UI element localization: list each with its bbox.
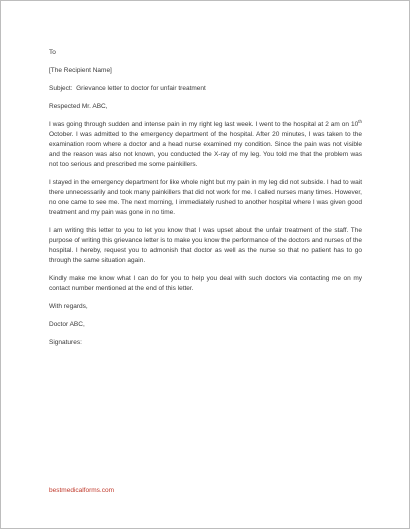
salutation: Respected Mr. ABC,: [49, 103, 108, 110]
letter-body: [49, 48, 362, 356]
subject-line: [49, 84, 362, 94]
subject-label: Subject:: [49, 85, 73, 92]
to-label: To: [49, 49, 56, 56]
date-ordinal-superscript: th: [358, 118, 362, 124]
closing: With regards,: [49, 303, 88, 310]
paragraph-3: I am writing this letter to you to let you know that I was upset about the unfair treatment of the staff. The purpose of writing this grievance letter is to make you know the performance of the doctors and nurses of the hospital. I hereby, request you to admonish that doctor as well as the nurse so that no patient has to go through the same situation again.: [49, 227, 362, 264]
footer-site-link[interactable]: bestmedicalforms.com: [49, 487, 115, 494]
recipient-name: [The Recipient Name]: [49, 67, 112, 74]
signatures-label: Signatures:: [49, 339, 82, 346]
paragraph-1: [49, 120, 362, 170]
sender-name: Doctor ABC,: [49, 321, 85, 328]
subject-text: Grievance letter to doctor for unfair treatment: [76, 85, 206, 92]
paragraph-4: Kindly make me know what I can do for you to help you deal with such doctors via contacting me on my contact number mentioned at the end of this letter.: [49, 275, 362, 292]
paragraph-1-part-a: I was going through sudden and intense pain in my right leg last week. I went to the hospital at 2 am on 10: [49, 121, 359, 128]
paragraph-2: I stayed in the emergency department for like whole night but my pain in my leg did not subside. I had to wait there unnecessarily and took many painkillers that did not work for me. I called nurses many times. However, no one came to see me. The next morning, I immediately rushed to another hospital where I was given good treatment and my pain was gone in no time.: [49, 179, 362, 216]
paragraph-1-part-b: October. I was admitted to the emergency department of the hospital. After 20 minutes, I was taken to the examination room where a doctor and a head nurse examined my condition. Since the pain was not visible and the reason was also not known, you conducted the X-ray of my leg. You told me that the problem was not too serious and prescribed me some painkillers.: [49, 131, 362, 168]
